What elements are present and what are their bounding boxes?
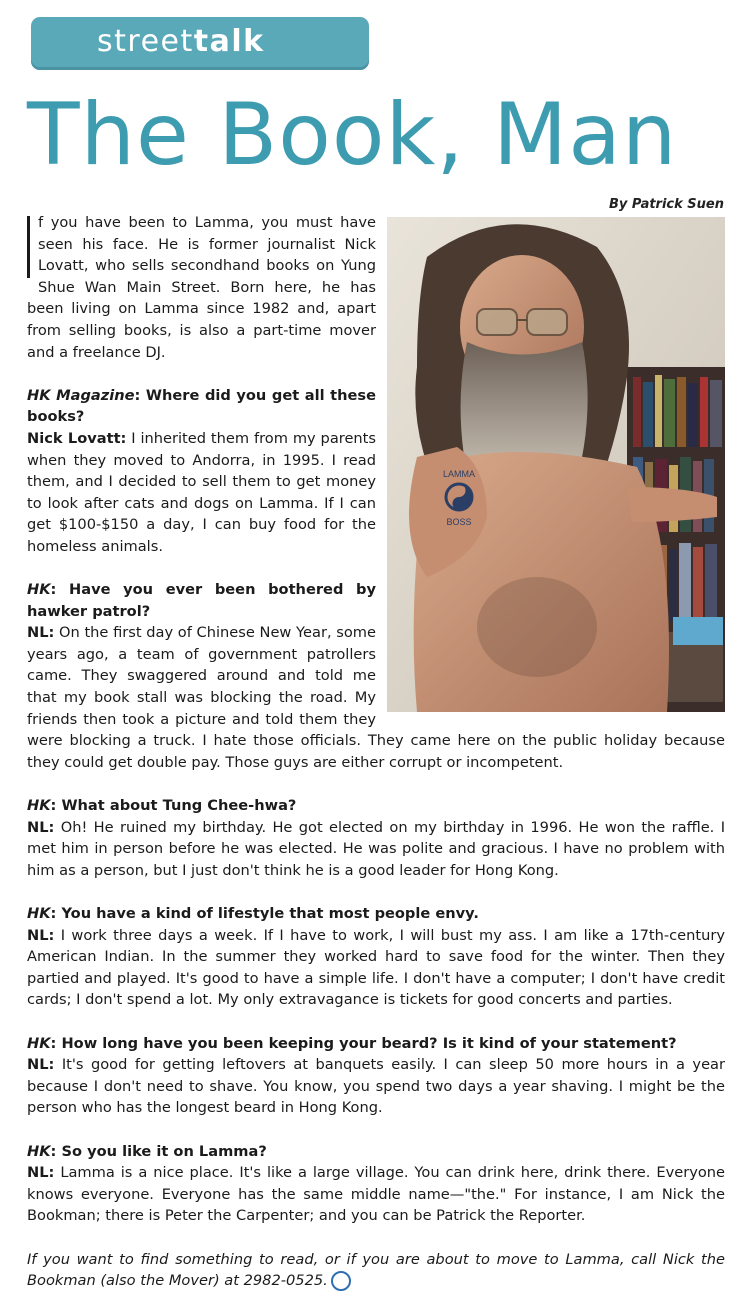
article-body xyxy=(27,212,725,1313)
question-label: HK xyxy=(27,905,51,922)
answer-label: NL: xyxy=(27,818,55,836)
question-label: HK xyxy=(27,581,51,599)
byline: By Patrick Suen xyxy=(608,197,724,212)
question xyxy=(27,795,725,817)
question-label: HK xyxy=(27,1142,51,1160)
tattoo-bottom-text: BOSS xyxy=(446,517,472,527)
question-text: : Have you ever been bothered by hawker patrol? xyxy=(27,581,376,620)
intro-text: f you have been to Lamma, you must have seen his face. He is former journalist Nick Lovatt, who sells secondhand books on Yung Shue Wan Main Street. Born here, he has been living on Lamma since 1982 and, apart from selling books, is also a part-time mover and a freelance DJ. xyxy=(27,214,376,361)
answer-text: I work three days a week. If I have to work, I will bust my ass. I am like a 17th-century American Indian. In the summer they worked hard to save food for the winter. Then they partied and played. It's good to have a simple life. I don't have a computer; I don't have credit cards; I don't spend a lot. My only extravagance is tickets for good concerts and parties. xyxy=(27,926,725,1009)
qa-item xyxy=(27,795,725,881)
question-text: : How long have you been keeping your beard? Is it kind of your statement? xyxy=(50,1034,677,1052)
question-text: : You have a kind of lifestyle that most people envy. xyxy=(50,905,479,922)
closing-paragraph xyxy=(27,1249,725,1292)
question-text: : Where did you get all these books? xyxy=(27,386,376,426)
answer-label: Nick Lovatt: xyxy=(27,429,127,447)
drop-cap xyxy=(27,216,32,278)
answer-label: NL: xyxy=(27,1056,55,1074)
question xyxy=(27,903,725,925)
qa-item xyxy=(27,1141,725,1227)
end-mark-icon xyxy=(331,1271,351,1291)
article-headline: The Book, Man xyxy=(27,85,678,185)
question xyxy=(27,1141,725,1163)
question-text: : What about Tung Chee-hwa? xyxy=(50,797,297,815)
tattoo-top-text: LAMMA xyxy=(442,469,476,479)
answer-text: It's good for getting leftovers at banquets easily. I can sleep 50 more hours in a year because I don't need to shave. You know, you spend two days a year shaving. I might be the person who has the longest beard in Hong Kong. xyxy=(27,1056,725,1117)
answer-text: Oh! He ruined my birthday. He got elected on my birthday in 1996. He won the raffle. I met him in person before he was elected. He was polite and gracious. I have no problem with him as a person, but I just don't think he is a good leader for Hong Kong. xyxy=(27,818,725,879)
qa-item xyxy=(27,903,725,1011)
section-label-prefix: street xyxy=(97,24,194,59)
answer-label: NL: xyxy=(27,1164,55,1182)
question-label: HK xyxy=(27,1034,51,1052)
section-label xyxy=(97,24,265,59)
question-label: HK Magazine xyxy=(27,386,135,404)
question-label: HK xyxy=(27,797,51,815)
answer-label: NL: xyxy=(27,926,55,944)
question-text: : So you like it on Lamma? xyxy=(50,1142,267,1160)
section-label-suffix: talk xyxy=(193,24,265,59)
section-tab xyxy=(31,17,369,70)
answer-text: I inherited them from my parents when they moved to Andorra, in 1995. I read them, and I decided to sell them to get money to look after cats and dogs on Lamma. If I can get $100-$150 a day, I can buy food for the homeless animals. xyxy=(27,429,376,555)
answer-label: NL: xyxy=(27,624,55,642)
answer-text: On the first day of Chinese New Year, some years ago, a team of government patrollers came. They swaggered around and told me that my book stall was blocking the road. My friends then took a picture and told them they were blocking a truck. I hate those officials. They came here on the public holiday because they could get double pay. Those guys are either corrupt or incompetent. xyxy=(27,624,725,771)
closing-text: If you want to find something to read, or if you are about to move to Lamma, call Nick the Bookman (also the Mover) at 2982-0525. xyxy=(27,1250,725,1290)
answer-text: Lamma is a nice place. It's like a large village. You can drink here, drink there. Everyone knows everyone. Everyone has the same middle name—"the." For instance, I am Nick the Bookman; there is Peter the Carpenter; and you can be Patrick the Reporter. xyxy=(27,1164,725,1225)
qa-item xyxy=(27,1033,725,1119)
question xyxy=(27,1033,725,1055)
